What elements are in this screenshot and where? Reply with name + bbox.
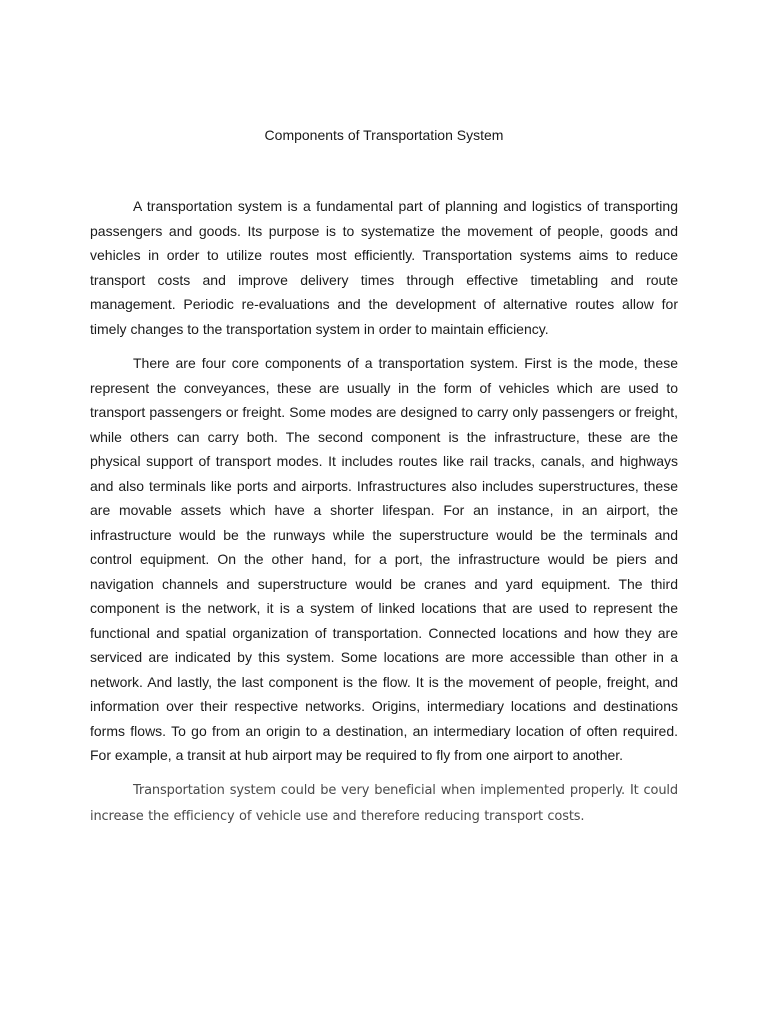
paragraph-components: There are four core components of a transportation system. First is the mode, these represent the conveyances, these are usually in the form of vehicles which are used to transport passengers or freight. Some modes are designed to carry only passengers or freight, while others can carry both. The second component is the infrastructure, these are the physical support of transport modes. It includes routes like rail tracks, canals, and highways and also terminals like ports and airports. Infrastructures also includes superstructures, these are movable assets which have a shorter lifespan. For an instance, in an airport, the infrastructure would be the runways while the superstructure would be the terminals and control equipment. On the other hand, for a port, the infrastructure would be piers and navigation channels and superstructure would be cranes and yard equipment. The third component is the network, it is a system of linked locations that are used to represent the functional and spatial organization of transportation. Connected locations and how they are serviced are indicated by this system. Some locations are more accessible than other in a network. And lastly, the last component is the flow. It is the movement of people, freight, and information over their respective networks. Origins, intermediary locations and destinations forms flows. To go from an origin to a destination, an intermediary location of often required. For example, a transit at hub airport may be required to fly from one airport to another. xyxy=(90,355,678,763)
paragraph-intro: A transportation system is a fundamental part of planning and logistics of transporting passengers and goods. Its purpose is to systematize the movement of people, goods and vehicles in order to utilize routes most efficiently. Transportation systems aims to reduce transport costs and improve delivery times through effective timetabling and route management. Periodic re-evaluations and the development of alternative routes allow for timely changes to the transportation system in order to maintain efficiency. xyxy=(90,198,678,337)
document-title: Components of Transportation System xyxy=(264,127,504,143)
paragraph-conclusion: Transportation system could be very beneficial when implemented properly. It could increase the efficiency of vehicle use and therefore reducing transport costs. xyxy=(90,783,678,824)
